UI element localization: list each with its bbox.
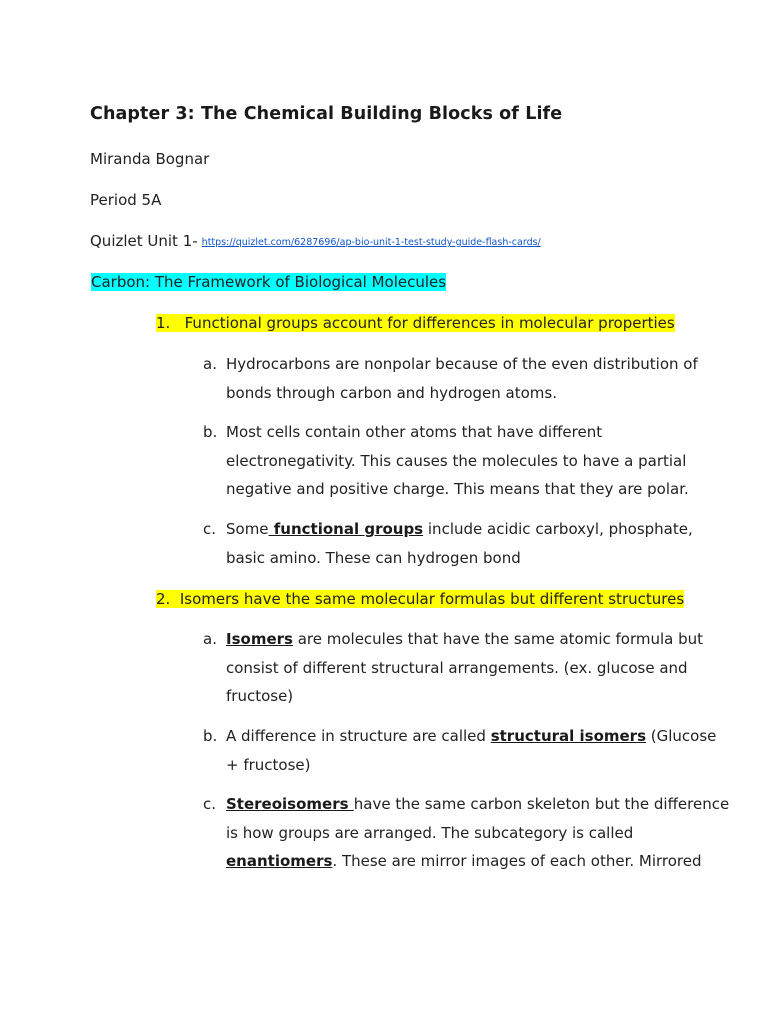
list-item-text: Hydrocarbons are nonpolar because of the even distribution of bonds through carbon and hydrogen atoms. — [226, 355, 698, 402]
section-heading-text: Carbon: The Framework of Biological Molecules — [91, 273, 447, 291]
quizlet-line — [90, 232, 541, 250]
list-item-text — [226, 515, 733, 572]
key-term: functional groups — [268, 520, 424, 538]
list-item — [203, 790, 733, 876]
key-term: Isomers — [226, 630, 293, 648]
list-item — [203, 418, 733, 504]
list-marker: b. — [203, 423, 218, 441]
document-title: Chapter 3: The Chemical Building Blocks of Life — [90, 104, 563, 124]
text-run: are molecules that have the same atomic formula but consist of different structural arrangements. (ex. glucose and fructose) — [226, 630, 704, 705]
list-item-text: Most cells contain other atoms that have different electronegativity. This causes the molecules to have a partial negative and positive charge. This means that they are polar. — [226, 423, 689, 498]
list-marker: b. — [203, 727, 218, 745]
quizlet-link[interactable]: https://quizlet.com/6287696/ap-bio-unit-1-test-study-guide-flash-cards/ — [201, 237, 541, 248]
list-marker: a. — [203, 630, 217, 648]
text-run: (Glucose + fructose) — [226, 727, 717, 774]
list-item-text — [226, 722, 733, 779]
quizlet-label: Quizlet Unit 1- — [90, 232, 198, 250]
text-run: . These are mirror images of each other. Mirrored — [332, 852, 702, 870]
text-run: Some — [226, 520, 269, 538]
numbered-item-2 — [156, 589, 684, 609]
text-run: include acidic carboxyl, phosphate, basic amino. These can hydrogen bond — [226, 520, 693, 567]
item-1-heading: Functional groups account for differences in molecular properties — [184, 314, 675, 332]
key-term: enantiomers — [226, 852, 333, 870]
item-2-heading: Isomers have the same molecular formulas but different structures — [179, 590, 685, 608]
list-item — [203, 515, 733, 572]
item-1-number: 1. — [156, 314, 171, 332]
text-run: A difference in structure are called — [226, 727, 491, 745]
list-marker: a. — [203, 355, 217, 373]
list-item — [203, 625, 733, 711]
numbered-item-1 — [156, 313, 675, 333]
list-item — [203, 722, 733, 779]
author-name: Miranda Bognar — [90, 150, 210, 168]
key-term: Stereoisomers — [226, 795, 354, 813]
text-run: have the same carbon skeleton but the difference is how groups are arranged. The subcategory is called — [226, 795, 730, 842]
class-period: Period 5A — [90, 191, 162, 209]
list-item — [203, 350, 733, 407]
key-term: structural isomers — [490, 727, 647, 745]
list-item-text — [226, 790, 733, 876]
section-heading — [90, 272, 447, 292]
list-marker: c. — [203, 520, 217, 538]
item-2-number: 2. — [156, 590, 171, 608]
list-item-text — [226, 625, 733, 711]
list-marker: c. — [203, 795, 217, 813]
